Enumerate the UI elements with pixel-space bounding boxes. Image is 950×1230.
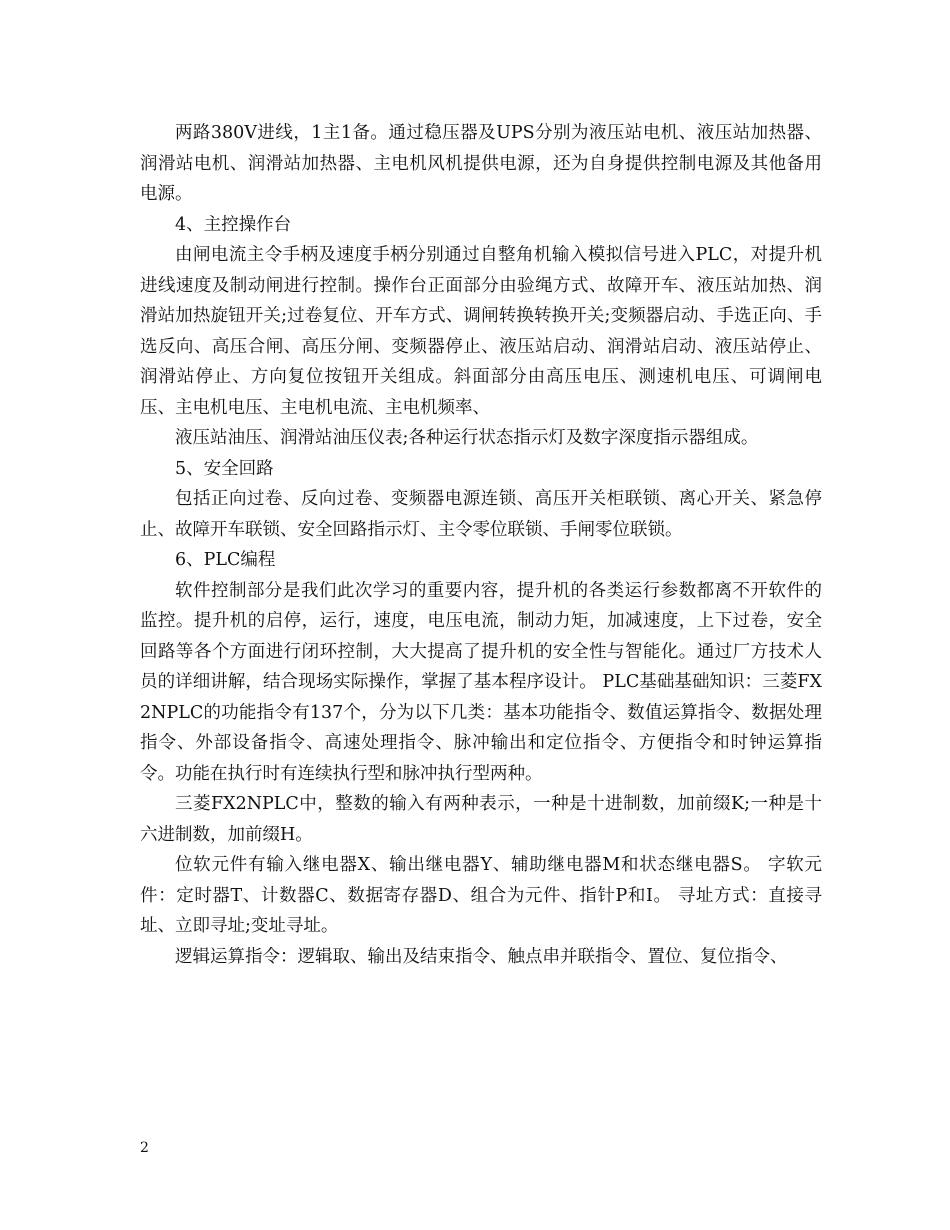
paragraph-power-supply: 两路380V进线，1主1备。通过稳压器及UPS分别为液压站电机、液压站加热器、润滑站电机、润滑站加热器、主电机风机提供电源，还为自身提供控制电源及其他备用电源。: [140, 123, 822, 204]
heading-main-console: 4、主控操作台: [175, 214, 292, 235]
paragraph-plc-software: 软件控制部分是我们此次学习的重要内容，提升机的各类运行参数都离不开软件的监控。提升机的启停，运行，速度，电压电流，制动力矩，加减速度，上下过卷，安全回路等各个方面进行闭环控制，大大提高了提升机的安全性与智能化。通过厂方技术人员的详细讲解，结合现场实际操作，掌握了基本程序设计。 PLC基础基础知识：三菱FX2NPLC的功能指令有137个，分为以下几类：基本功能指令、数值运算指令、数据处理指令、外部设备指令、高速处理指令、脉冲输出和定位指令、方便指令和时钟运算指令。功能在执行时有连续执行型和脉冲执行型两种。: [140, 580, 822, 784]
paragraph-main-console: 由闸电流主令手柄及速度手柄分别通过自整角机输入模拟信号进入PLC，对提升机进线速度及制动闸进行控制。操作台正面部分由验绳方式、故障开车、液压站加热、润滑站加热旋钮开关;过卷复位、开车方式、调闸转换转换开关;变频器启动、手选正向、手选反向、高压合闸、高压分闸、变频器停止、液压站启动、润滑站启动、液压站停止、润滑站停止、方向复位按钮开关组成。斜面部分由高压电压、测速机电压、可调闸电压、主电机电压、主电机电流、主电机频率、: [140, 245, 822, 418]
paragraph-safety-circuit: 包括正向过卷、反向过卷、变频器电源连锁、高压开关柜联锁、离心开关、紧急停止、故障开车联锁、安全回路指示灯、主令零位联锁、手闸零位联锁。: [140, 489, 822, 540]
paragraph-instruments: 液压站油压、润滑站油压仪表;各种运行状态指示灯及数字深度指示器组成。: [175, 428, 759, 448]
heading-safety-circuit: 5、安全回路: [175, 458, 274, 479]
paragraph-soft-elements: 位软元件有输入继电器X、输出继电器Y、辅助继电器M和状态继电器S。 字软元件：定时器T、计数器C、数据寄存器D、组合为元件、指针P和I。 寻址方式：直接寻址、立即寻址;变址寻址。: [140, 855, 822, 936]
page-number: 2: [140, 1140, 149, 1156]
heading-plc-programming: 6、PLC编程: [175, 550, 276, 570]
paragraph-integer-input: 三菱FX2NPLC中，整数的输入有两种表示，一种是十进制数，加前缀K;一种是十六进制数，加前缀H。: [140, 794, 822, 845]
paragraph-logic-instructions: 逻辑运算指令：逻辑取、输出及结束指令、触点串并联指令、置位、复位指令、: [175, 946, 788, 967]
document-body: [140, 118, 822, 972]
